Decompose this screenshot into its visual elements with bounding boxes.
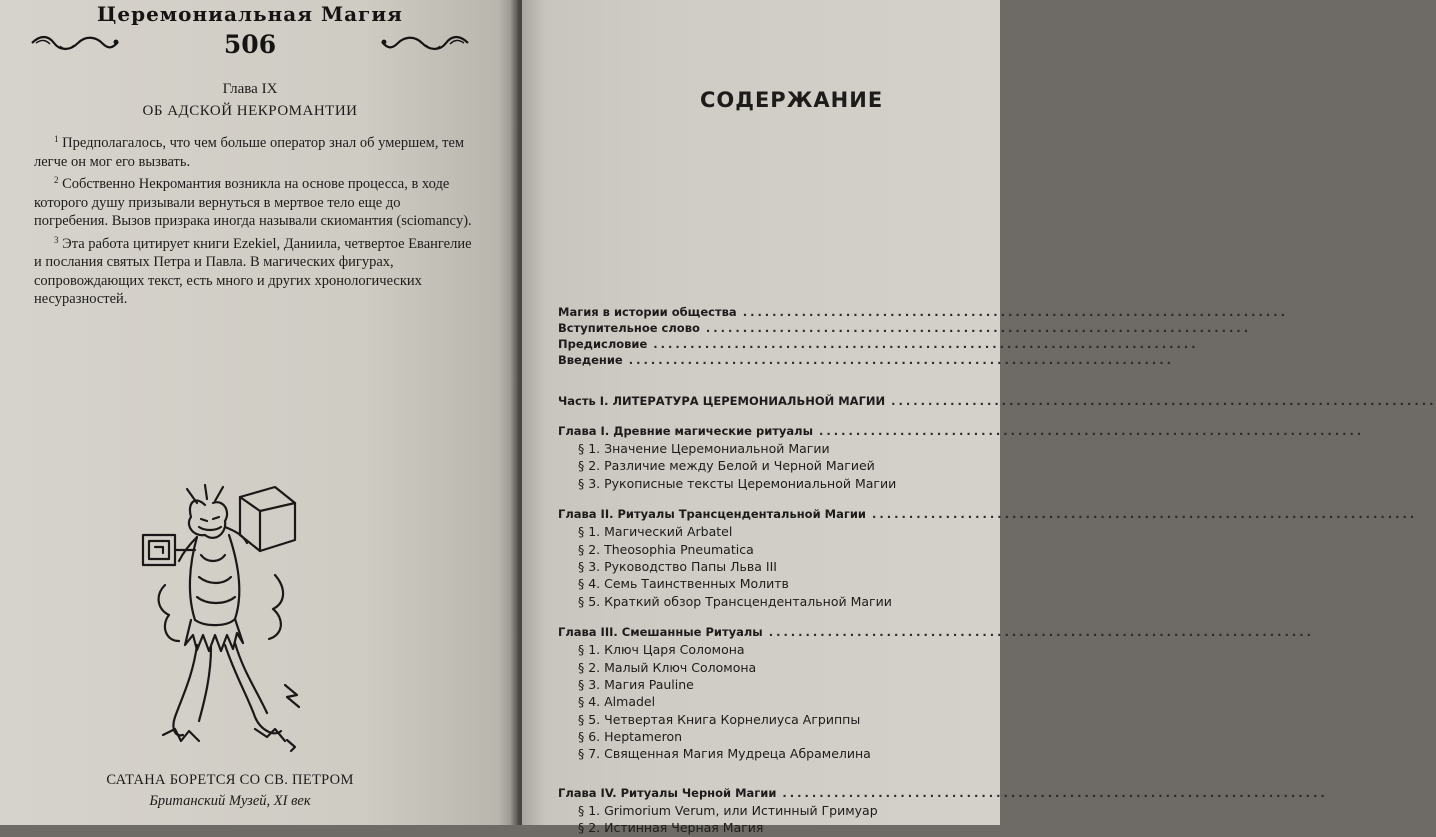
toc-section: § 2. Истинная Черная Магия bbox=[578, 820, 764, 836]
toc-section: § 4. Almadel bbox=[578, 694, 656, 710]
toc-section: § 2. Theosophia Pneumatica bbox=[578, 541, 754, 557]
toc-section: § 5. Краткий обзор Трансцендентальной Магии bbox=[578, 593, 892, 609]
toc-entry: Вступительное слово .......................................................................... bbox=[558, 321, 1252, 335]
toc-section: § 5. Четвертая Книга Корнелиуса Агриппы bbox=[578, 711, 861, 727]
toc-chapter: Глава IV. Ритуалы Черной Магии .......................................................................... bbox=[558, 785, 1328, 800]
toc-entry: Введение .......................................................................... bbox=[558, 353, 1175, 367]
toc-chapter: Глава II. Ритуалы Трансцендентальной Магии .......................................................................... bbox=[558, 507, 1418, 522]
footnote: $^3$ Эта работа цитирует книги Ezekiel, Даниила, четвертое Евангелие и послания святых Петра и Павла. В магических фигурах, сопровождающих текст, есть много и других хронологических несуразностей. bbox=[34, 234, 472, 307]
toc-section: § 2. Малый Ключ Соломона bbox=[578, 659, 757, 675]
toc-section: § 1. Grimorium Verum, или Истинный Гримуар bbox=[578, 802, 878, 818]
toc-section: § 3. Рукописные тексты Церемониальной Магии bbox=[578, 475, 897, 491]
figure-caption: САТАНА БОРЕТСЯ СО СВ. ПЕТРОМ bbox=[106, 772, 354, 788]
toc-part: Часть I. ЛИТЕРАТУРА ЦЕРЕМОНИАЛЬНОЙ МАГИИ .......................................................................... bbox=[558, 394, 1436, 408]
toc-section: § 3. Магия Pauline bbox=[578, 676, 694, 692]
footnote: $^1$ Предполагалось, что чем больше оператор знал об умершем, тем легче он мог его вызвать. bbox=[34, 134, 465, 170]
toc-section: § 4. Семь Таинственных Молитв bbox=[578, 576, 789, 592]
toc-section: § 2. Различие между Белой и Черной Магией bbox=[578, 458, 875, 474]
right-page bbox=[522, 0, 1436, 836]
toc-section: § 1. Значение Церемониальной Магии bbox=[578, 441, 830, 456]
toc-section: § 3. Руководство Папы Льва III bbox=[578, 558, 777, 574]
toc-chapter: Глава I. Древние магические ритуалы .......................................................................... bbox=[558, 424, 1365, 438]
chapter-heading: Глава IX bbox=[222, 81, 278, 97]
toc-section: § 7. Священная Магия Мудреца Абрамелина bbox=[578, 746, 871, 762]
footnotes bbox=[34, 130, 474, 309]
figure-source: Британский Музей, XI век bbox=[149, 793, 311, 809]
left-page bbox=[0, 0, 518, 825]
toc-chapter: Глава III. Смешанные Ритуалы .......................................................................... bbox=[558, 625, 1314, 640]
page-number: 506 bbox=[223, 30, 277, 59]
toc-section: § 1. Магический Arbatel bbox=[578, 524, 733, 540]
running-head: Церемониальная Магия bbox=[97, 2, 403, 26]
toc-section: § 6. Heptameron bbox=[578, 729, 683, 745]
satan-woodcut-illustration bbox=[135, 485, 325, 760]
table-of-contents bbox=[558, 304, 1436, 837]
toc-entry: Магия в истории общества .......................................................................... bbox=[558, 305, 1288, 319]
right-ornament-icon bbox=[380, 33, 470, 53]
chapter-title: ОБ АДСКОЙ НЕКРОМАНТИИ bbox=[142, 103, 358, 119]
footnote: $^2$ Собственно Некромантия возникла на основе процесса, в ходе которого душу призывали вернуться в мертвое тело еще до погребения. Вызов призрака иногда называли скиомантия (sciomancy). bbox=[34, 175, 472, 229]
toc-entry: Предисловие .......................................................................... bbox=[558, 337, 1199, 351]
toc-section: § 1. Ключ Царя Соломона bbox=[578, 642, 745, 658]
toc-title: СОДЕРЖАНИЕ bbox=[700, 88, 884, 112]
